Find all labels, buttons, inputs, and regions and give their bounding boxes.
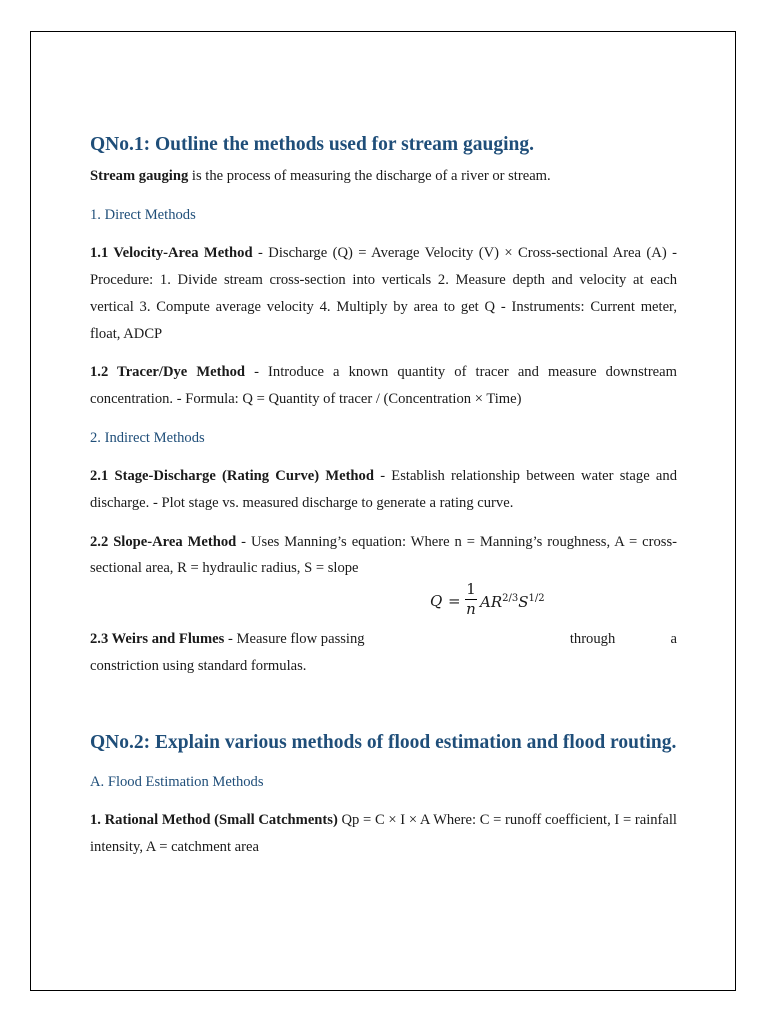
method-2-2-text: - Uses Manning’s equation: Where n = Manning’s roughness, A = cross-sectional area, R = hydraulic radius, S = slope xyxy=(90,533,677,577)
method-1-1-text: - Discharge (Q) = Average Velocity (V) × Cross-sectional Area (A) - Procedure: 1. Divide stream cross-section into verticals 2. Measure depth and velocity at each vertical 3. Compute average velocity 4. Multiply by area to get Q - Instruments: Current meter, float, ADCP xyxy=(90,245,677,342)
intro-paragraph xyxy=(90,163,677,190)
method-2-3-line-2: constriction using standard formulas. xyxy=(90,657,307,674)
intro-text: is the process of measuring the discharge of a river or stream. xyxy=(188,168,551,184)
manning-formula xyxy=(90,582,677,626)
method-1-2-paragraph xyxy=(90,359,677,412)
document-body xyxy=(90,127,677,861)
method-2-2-paragraph xyxy=(90,529,677,582)
method-1-2-text: - Introduce a known quantity of tracer and measure downstream concentration. - Formula: Q = Quantity of tracer / (Concentration × Time) xyxy=(90,364,677,407)
method-2-1-paragraph xyxy=(90,463,677,516)
formula-terms: $AR^{2/3}S^{1/2}$ xyxy=(480,593,545,612)
formula-denominator: n xyxy=(466,600,476,619)
question-2-title: QNo.2: Explain various methods of flood estimation and flood routing. xyxy=(90,731,677,753)
method-1-1-paragraph xyxy=(90,240,677,347)
method-2-3-text: - Measure flow passing xyxy=(224,631,365,648)
method-2-2-title: 2.2 Slope-Area Method xyxy=(90,533,237,550)
method-2-3-word-through: through xyxy=(569,631,616,648)
rational-method-text: Qp = C × I × A Where: C = runoff coefficient, I = rainfall intensity, A = catchment area xyxy=(90,812,677,855)
rational-method-paragraph xyxy=(90,807,677,860)
method-1-1-title: 1.1 Velocity-Area Method xyxy=(90,245,253,262)
method-1-2-title: 1.2 Tracer/Dye Method xyxy=(90,364,246,381)
page-border xyxy=(30,31,736,991)
formula-numerator: 1 xyxy=(466,580,476,599)
rational-method-title: 1. Rational Method (Small Catchments) xyxy=(90,812,338,829)
method-2-3-line-1 xyxy=(90,626,677,653)
formula-equals: = xyxy=(448,592,461,611)
question-1-title: QNo.1: Outline the methods used for stream gauging. xyxy=(90,134,534,155)
intro-term: Stream gauging xyxy=(90,168,189,184)
formula-lhs: Q xyxy=(430,592,443,611)
method-2-1-text: - Establish relationship between water stage and discharge. - Plot stage vs. measured discharge to generate a rating curve. xyxy=(90,468,677,512)
method-2-1-title: 2.1 Stage-Discharge (Rating Curve) Method xyxy=(90,468,374,485)
indirect-methods-heading: 2. Indirect Methods xyxy=(90,429,205,446)
method-2-3-title: 2.3 Weirs and Flumes xyxy=(90,631,225,648)
method-2-3-word-a: a xyxy=(670,631,677,648)
formula-fraction xyxy=(465,582,477,617)
direct-methods-heading: 1. Direct Methods xyxy=(90,206,196,223)
flood-estimation-heading: A. Flood Estimation Methods xyxy=(90,773,264,790)
